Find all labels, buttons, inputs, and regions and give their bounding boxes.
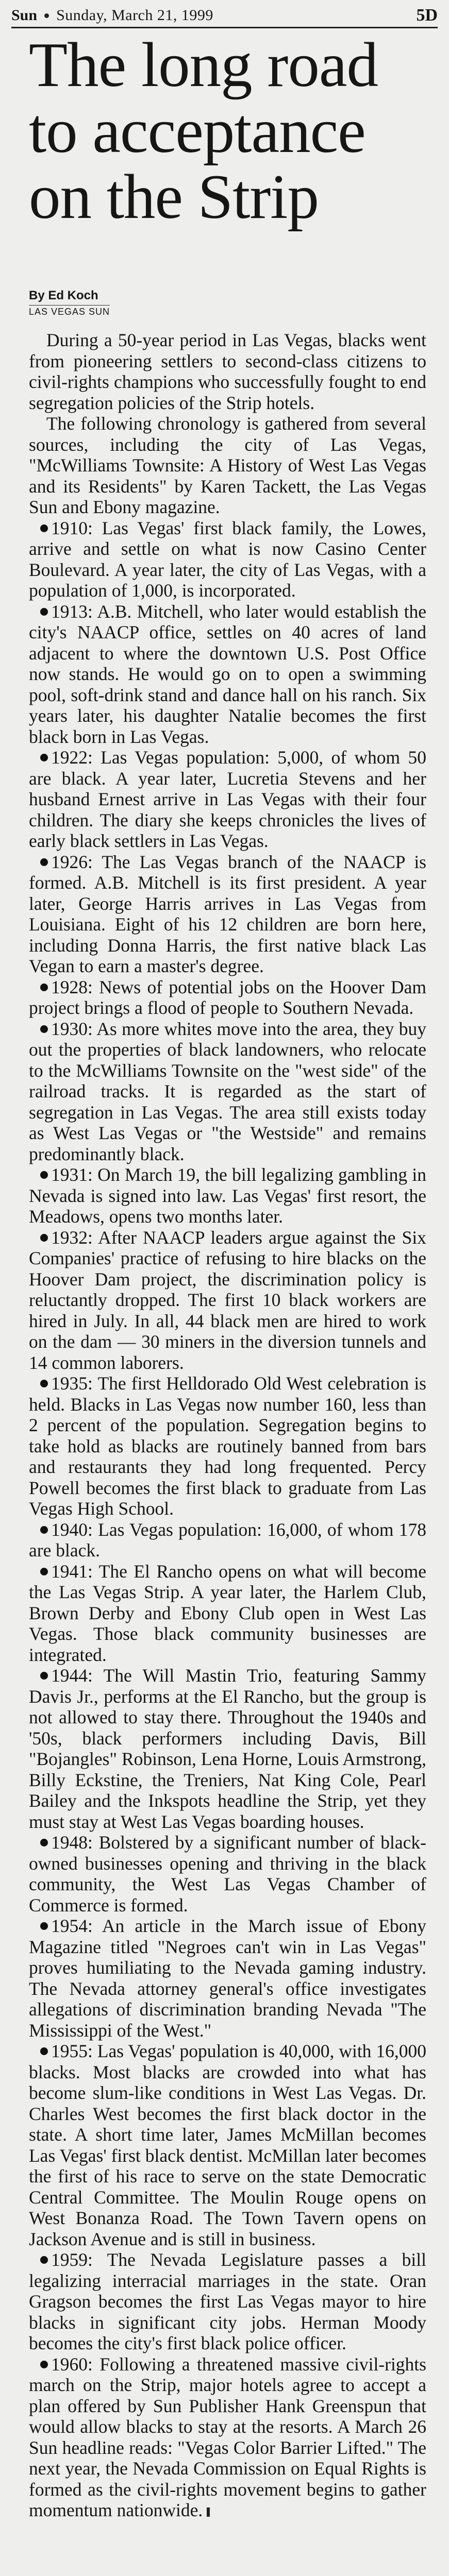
bullet-icon: [40, 1234, 48, 1242]
bullet-icon: [40, 524, 48, 532]
bullet-icon: [40, 1526, 48, 1534]
page-number: 5D: [416, 6, 438, 25]
bullet-icon: [40, 1171, 48, 1179]
timeline-entry: [29, 601, 426, 748]
bullet-icon: [40, 2047, 48, 2055]
timeline-entry: [29, 977, 426, 1019]
timeline-entry: [29, 1832, 426, 1916]
bullet-icon: [40, 858, 48, 866]
byline-organization: LAS VEGAS SUN: [29, 305, 110, 317]
end-mark-icon: [207, 2507, 220, 2517]
bullet-icon: [40, 608, 48, 616]
timeline-entry-text: 1948: Bolstered by a significant number of black-owned businesses opening and thriving in the black community, the West Las Vegas Chamber of Commerce is formed.: [29, 1832, 426, 1916]
article-body: [29, 330, 426, 2521]
headline: The long road to acceptance on the Strip: [29, 29, 378, 232]
bullet-icon: [40, 1568, 48, 1575]
timeline-entry: [29, 2354, 426, 2521]
masthead: [11, 4, 438, 28]
paper-name: Sun: [11, 7, 38, 24]
byline-author: By Ed Koch: [29, 289, 98, 302]
timeline-entry-text: 1930: As more whites move into the area, they buy out the properties of black landowners, who relocate to the McWilliams Townsite on the "west side" of the railroad tracks. It is regarded as the start of segregation in Las Vegas. The area still exists today as West Las Vegas or "the Westside" and remains predominantly black.: [29, 1018, 426, 1164]
timeline-entry: [29, 1373, 426, 1519]
timeline-entry: [29, 852, 426, 977]
timeline-entry: [29, 1561, 426, 1666]
bullet-icon: [40, 1025, 48, 1033]
timeline-entry: [29, 2041, 426, 2249]
timeline-entry-text: 1910: Las Vegas' first black family, the Lowes, arrive and settle on what is now Casino Center Boulevard. A year later, the city of Las Vegas, with a population of 1,000, is incorporated.: [29, 517, 426, 601]
bullet-icon: [40, 1839, 48, 1846]
timeline-entry: [29, 1164, 426, 1227]
timeline-entry-text: 1940: Las Vegas population: 16,000, of whom 178 are black.: [29, 1519, 426, 1561]
timeline-entry: [29, 1519, 426, 1561]
timeline-entry-text: 1960: Following a threatened massive civil-rights march on the Strip, major hotels agree to accept a plan offered by Sun Publisher Hank Greenspun that would allow blacks to stay at the resorts. A March 26 Sun headline reads: "Vegas Color Barrier Lifted." The next year, the Nevada Commission on Equal Rights is formed as the civil-rights movement begins to gather momentum nationwide.: [29, 2353, 426, 2520]
timeline-entry-text: 1954: An article in the March issue of Ebony Magazine titled "Negroes can't win in Las Vegas" proves humiliating to the Nevada gaming industry. The Nevada attorney general's office investigates allegations of discrimination branding Nevada "The Mississippi of the West.": [29, 1916, 426, 2041]
timeline-entry-text: 1931: On March 19, the bill legalizing gambling in Nevada is signed into law. Las Vegas' first resort, the Meadows, opens two months later.: [29, 1164, 426, 1227]
timeline-entry-text: 1928: News of potential jobs on the Hoover Dam project brings a flood of people to Southern Nevada.: [29, 976, 426, 1018]
timeline-entry: [29, 1019, 426, 1165]
bullet-icon: [40, 1922, 48, 1930]
intro-paragraph: The following chronology is gathered from several sources, including the city of Las Vegas, "McWilliams Townsite: A History of West Las Vegas and its Residents" by Karen Tackett, the Las Vegas Sun and Ebony magazine.: [29, 413, 426, 517]
timeline-entry-text: 1955: Las Vegas' population is 40,000, with 16,000 blacks. Most blacks are crowded into what has become slum-like conditions in West Las Vegas. Dr. Charles West becomes the first black doctor in the state. A short time later, James McMillan becomes Las Vegas' first black dentist. McMillan later becomes the first of his race to serve on the state Democratic Central Committee. The Moulin Rouge opens on West Bonanza Road. The Town Tavern opens on Jackson Avenue and is still in business.: [29, 2041, 426, 2249]
timeline-entry: [29, 1227, 426, 1374]
timeline-entry-text: 1941: The El Rancho opens on what will become the Las Vegas Strip. A year later, the Harlem Club, Brown Derby and Ebony Club open in West Las Vegas. Those black community businesses are integrated.: [29, 1561, 426, 1665]
bullet-icon: [40, 1380, 48, 1387]
bullet-icon: [40, 754, 48, 761]
timeline-entry-text: 1926: The Las Vegas branch of the NAACP is formed. A.B. Mitchell is its first president. A year later, George Harris arrives in Las Vegas from Louisiana. Eight of his 12 children are born here, including Donna Harris, the first native black Las Vegan to earn a master's degree.: [29, 851, 426, 976]
separator-dot-icon: [44, 13, 49, 18]
timeline-entry: [29, 1665, 426, 1832]
timeline-entry: [29, 1916, 426, 2041]
timeline-entry-text: 1959: The Nevada Legislature passes a bill legalizing interracial marriages in the state. Oran Gragson becomes the first Las Vegas mayor to hire blacks in significant city jobs. Herman Moody becomes the city's first black police officer.: [29, 2249, 426, 2353]
timeline-entry-text: 1922: Las Vegas population: 5,000, of whom 50 are black. A year later, Lucretia Stevens and her husband Ernest arrive in Las Vegas with their four children. The diary she keeps chronicles the lives of early black settlers in Las Vegas.: [29, 747, 426, 851]
timeline-entry: [29, 2249, 426, 2354]
timeline-entry: [29, 747, 426, 852]
timeline-entry-text: 1932: After NAACP leaders argue against the Six Companies' practice of refusing to hire blacks on the Hoover Dam project, the discrimination policy is reluctantly dropped. The first 10 black workers are hired in July. In all, 44 black men are hired to work on the dam — 30 miners in the diversion tunnels and 14 common laborers.: [29, 1227, 426, 1373]
issue-date: Sunday, March 21, 1999: [56, 7, 213, 24]
timeline-entry-text: 1913: A.B. Mitchell, who later would establish the city's NAACP office, settles on 40 acres of land adjacent to where the downtown U.S. Post Office now stands. He would go on to open a swimming pool, soft-drink stand and dance hall on his ranch. Six years later, his daughter Natalie becomes the first black born in Las Vegas.: [29, 601, 426, 747]
timeline-entry-text: 1935: The first Helldorado Old West celebration is held. Blacks in Las Vegas now number 160, less than 2 percent of the population. Segregation begins to take hold as blacks are routinely banned from bars and restaurants they had long frequented. Percy Powell becomes the first black to graduate from Las Vegas High School.: [29, 1373, 426, 1519]
bullet-icon: [40, 1672, 48, 1680]
bullet-icon: [40, 2361, 48, 2368]
timeline-entry: [29, 518, 426, 601]
bullet-icon: [40, 984, 48, 991]
intro-paragraph: During a 50-year period in Las Vegas, blacks went from pioneering settlers to second-class citizens to civil-rights champions who successfully fought to end segregation policies of the Strip hotels.: [29, 330, 426, 413]
timeline-entry-text: 1944: The Will Mastin Trio, featuring Sammy Davis Jr., performs at the El Rancho, but the group is not allowed to stay there. Throughout the 1940s and '50s, black performers including Davis, Bill "Bojangles" Robinson, Lena Horne, Louis Armstrong, Billy Eckstine, the Treniers, Nat King Cole, Pearl Bailey and the Inkspots headline the Strip, yet they must stay at West Las Vegas boarding houses.: [29, 1665, 426, 1832]
bullet-icon: [40, 2256, 48, 2264]
byline: [29, 289, 110, 317]
